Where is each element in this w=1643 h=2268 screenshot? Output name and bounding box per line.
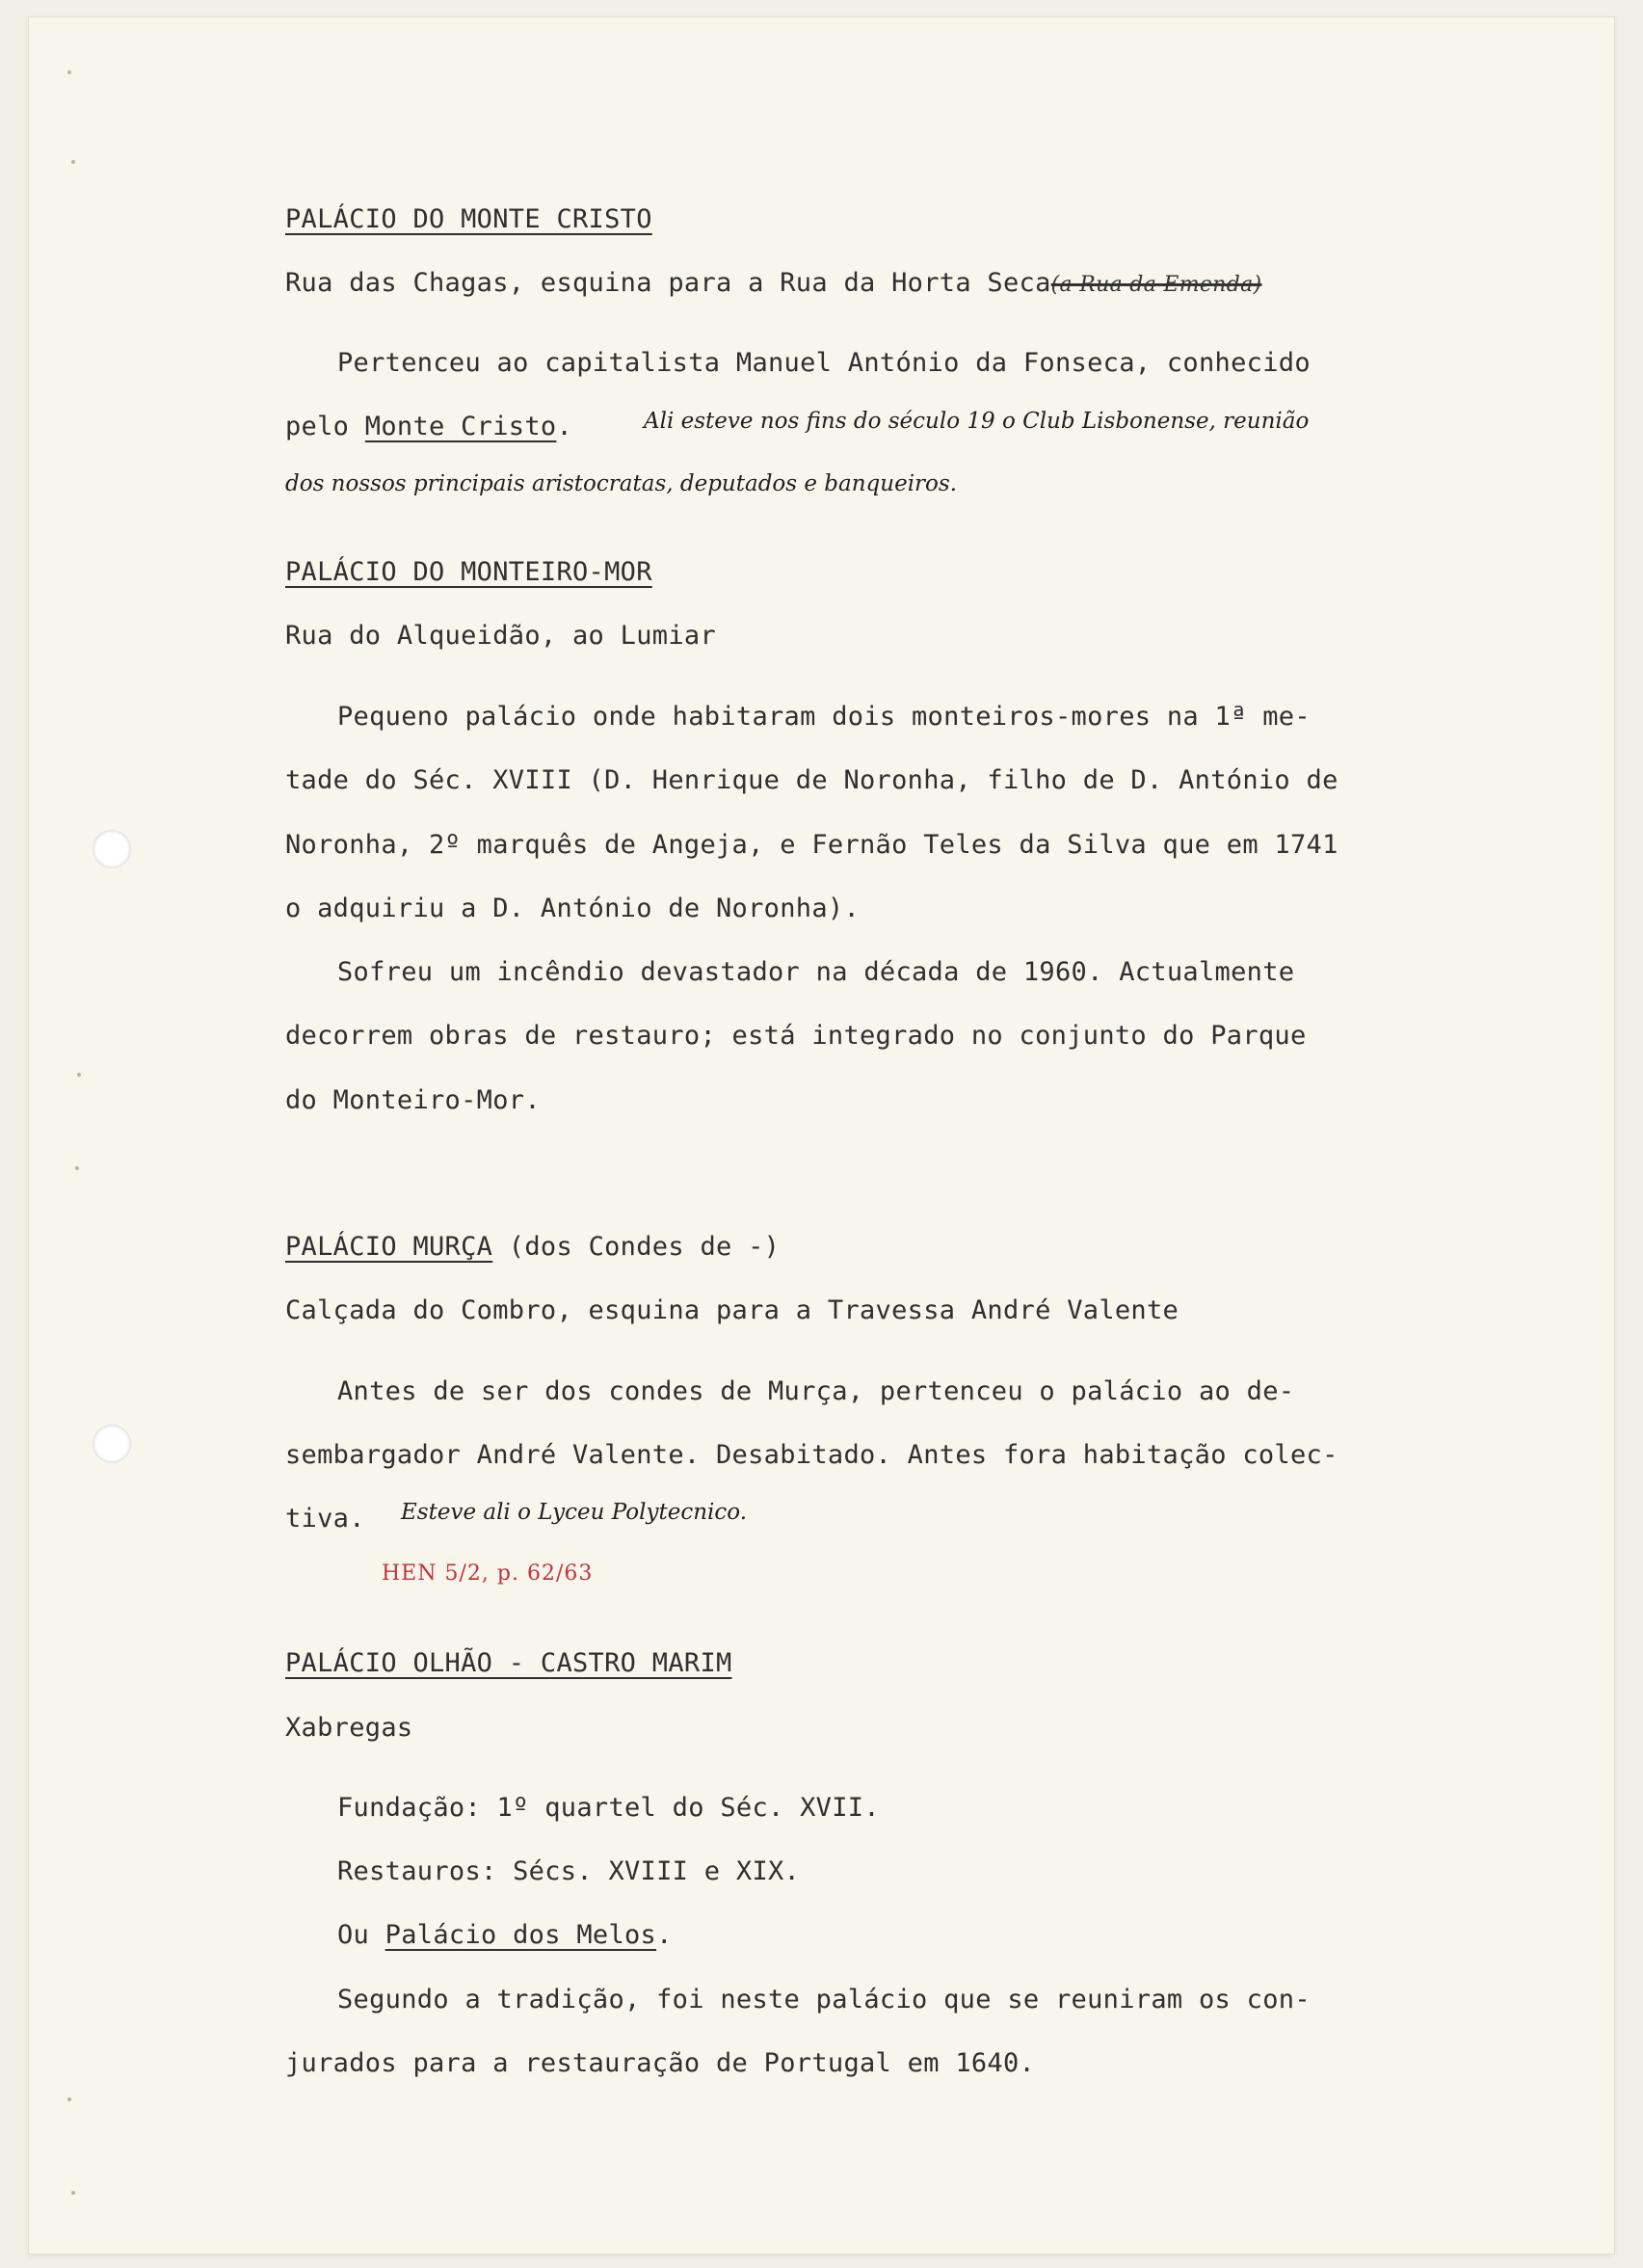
struck-address-note: (a Rua da Emenda) [1050, 273, 1262, 297]
paragraph-line: Pertenceu ao capitalista Manuel António da Fonseca, conhecido [337, 348, 1311, 378]
text-lead: Ou [337, 1920, 385, 1950]
handwritten-annotation: Esteve ali o Lyceu Polytecnico. [401, 1500, 748, 1525]
paper-speck [67, 2097, 71, 2101]
paragraph-line: Antes de ser dos condes de Murça, pertenceu o palácio ao de- [337, 1376, 1295, 1406]
text-lead: pelo [285, 412, 365, 441]
entry-title-monte-cristo: PALÁCIO DO MONTE CRISTO [285, 204, 652, 234]
red-reference-note: HEN 5/2, p. 62/63 [382, 1561, 594, 1586]
paragraph-line: Fundação: 1º quartel do Séc. XVII. [337, 1793, 880, 1823]
punch-hole-bottom [93, 1425, 131, 1463]
paragraph-line: Pequeno palácio onde habitaram dois monteiros-mores na 1ª me- [337, 702, 1311, 732]
document-page [29, 17, 1614, 2254]
entry-title-monteiro-mor: PALÁCIO DO MONTEIRO-MOR [285, 557, 652, 587]
paper-speck [71, 2191, 75, 2195]
entry-address-murca: Calçada do Combro, esquina para a Travessa André Valente [285, 1295, 1179, 1325]
paper-speck [67, 70, 71, 74]
paragraph-line: tiva. [285, 1504, 365, 1534]
paper-speck [71, 160, 75, 164]
paragraph-line: jurados para a restauração de Portugal em 1640. [285, 2048, 1036, 2078]
paragraph-line [285, 414, 572, 440]
paper-speck [77, 1073, 81, 1077]
underlined-name: Monte Cristo [364, 412, 557, 441]
title-suffix: (dos Condes de -) [492, 1232, 781, 1262]
paragraph-line: o adquiriu a D. António de Noronha). [285, 894, 860, 923]
paragraph-line: Sofreu um incêndio devastador na década de 1960. Actualmente [337, 957, 1295, 987]
paragraph-line: sembargador André Valente. Desabitado. Antes fora habitação colec- [285, 1440, 1338, 1470]
handwritten-annotation: Ali esteve nos fins do século 19 o Club Lisbonense, reunião [644, 409, 1310, 434]
paragraph-line: do Monteiro-Mor. [285, 1085, 541, 1115]
underlined-name: Palácio dos Melos [384, 1920, 657, 1950]
entry-address-monteiro-mor: Rua do Alqueidão, ao Lumiar [285, 621, 716, 651]
paper-speck [75, 1166, 79, 1170]
paragraph-line: decorrem obras de restauro; está integrado no conjunto do Parque [285, 1021, 1307, 1051]
entry-title-murca [285, 1234, 780, 1260]
paragraph-line: tade do Séc. XVIII (D. Henrique de Noronha, filho de D. António de [285, 765, 1338, 795]
entry-title-olhao: PALÁCIO OLHÃO - CASTRO MARIM [285, 1648, 732, 1678]
paragraph-line: Noronha, 2º marquês de Angeja, e Fernão Teles da Silva que em 1741 [285, 830, 1338, 860]
address-text: Rua das Chagas, esquina para a Rua da Horta Seca [285, 268, 1051, 298]
entry-address-monte-cristo [285, 270, 1261, 296]
text-tail: . [556, 412, 573, 441]
entry-address-olhao: Xabregas [285, 1713, 413, 1743]
paragraph-line: Restauros: Sécs. XVIII e XIX. [337, 1856, 801, 1886]
handwritten-annotation: dos nossos principais aristocratas, deputados e banqueiros. [285, 471, 958, 496]
title-text: PALÁCIO MURÇA [285, 1232, 493, 1262]
paragraph-line [337, 1922, 673, 1948]
punch-hole-top [93, 830, 131, 868]
paragraph-line: Segundo a tradição, foi neste palácio que se reuniram os con- [337, 1985, 1311, 2015]
text-tail: . [656, 1920, 673, 1950]
